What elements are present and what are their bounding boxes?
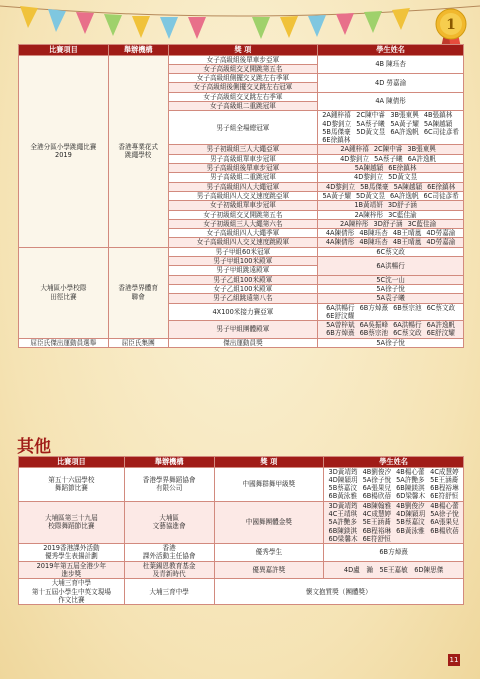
- bunting-decoration: [0, 0, 480, 40]
- table-row: [19, 467, 464, 501]
- header-students: 學生姓名: [324, 457, 464, 468]
- table-row: [19, 544, 464, 562]
- student-name: 3D黃靖筠: [328, 467, 358, 476]
- student-list: [320, 220, 461, 228]
- section-heading-other: 其他: [17, 437, 51, 457]
- student-name: 5B蔡嘉汶: [328, 484, 357, 493]
- students-cell: 5A袁子曦: [318, 294, 464, 303]
- student-name: 4D黎釗立: [322, 119, 352, 128]
- student-list: [320, 155, 461, 163]
- award-name: 女子高級組二重跳冠軍: [168, 101, 318, 110]
- student-list: [320, 238, 461, 246]
- student-name: 6B陳鎂淇: [396, 484, 425, 493]
- student-list: [320, 304, 461, 321]
- award-name: 女子初級組三人大繩第六名: [168, 219, 318, 228]
- student-list: [320, 321, 461, 338]
- table-row: [19, 501, 464, 543]
- student-name: 5D黃文昱: [355, 191, 386, 200]
- student-name: 6B程裕琳: [430, 484, 459, 493]
- students-cell: [318, 173, 464, 182]
- award-name: 男子甲組團體殿軍: [168, 321, 318, 339]
- students-cell: [318, 219, 464, 228]
- header-students: 學生姓名: [318, 45, 464, 56]
- award-name: 女子乙組100米殿軍: [168, 284, 318, 293]
- students-cell: [324, 467, 464, 501]
- table-row: [19, 247, 464, 256]
- award-name: 中國舞群舞甲級獎: [214, 467, 324, 501]
- student-name: 4C成慧婷: [430, 467, 459, 476]
- award-name: 男子乙組100米殿軍: [168, 275, 318, 284]
- student-list: [320, 192, 461, 200]
- student-name: 6B方焯熹: [359, 303, 389, 312]
- event-name: 大埔三育中學 第十五屆小學生中英文現場 作文比賽: [19, 579, 125, 605]
- student-name: 5E王涵蕎: [430, 475, 459, 484]
- student-name: 5B蔡嘉汶: [396, 518, 425, 527]
- header-event: 比賽項目: [19, 45, 109, 56]
- award-name: 懷文抱質獎（團體獎）: [214, 579, 463, 605]
- students-cell: [318, 191, 464, 200]
- student-name: 3C藍佳渝: [407, 219, 437, 228]
- students-cell: 4D 勞嘉渝: [318, 74, 464, 93]
- organizer-name: 香港學界舞蹈協會 有限公司: [124, 467, 214, 501]
- student-name: 6B蔡宗池: [359, 329, 389, 338]
- student-name: 4B陳珏杏: [359, 229, 388, 238]
- student-list: [320, 145, 461, 153]
- table-body-other: [19, 467, 464, 605]
- students-cell: 4A 陳倩彤: [318, 92, 464, 111]
- student-name: 6C司徒彥希: [423, 191, 459, 200]
- student-name: 6E符舒恒: [430, 492, 459, 501]
- award-name: 男子高級組二重跳冠軍: [168, 173, 318, 182]
- student-name: 4A陳倩彤: [325, 229, 355, 238]
- student-name: 6B陳鎂淇: [328, 526, 357, 535]
- award-name: 女子高級組側擺交叉跳左右季軍: [168, 74, 318, 83]
- students-cell: [324, 501, 464, 543]
- award-name: 傑出運動員獎: [168, 338, 318, 347]
- students-cell: [318, 303, 464, 321]
- student-name: 4D勞嘉渝: [426, 229, 456, 238]
- award-name: 中國舞團體金獎: [214, 501, 324, 543]
- student-name: 5A陳越穎: [354, 164, 384, 173]
- student-list: [320, 111, 461, 144]
- student-name: 5A許艷多: [396, 475, 425, 484]
- students-cell: 5A徐子悅: [318, 338, 464, 347]
- student-name: 5A曾梓斌: [326, 321, 355, 330]
- student-name: 6A許逸帆: [390, 127, 419, 136]
- student-name: 4D勞嘉渝: [426, 238, 456, 247]
- award-name: 男子乙組跳遠第八名: [168, 294, 318, 303]
- organizer-name: 大埔三育中學: [124, 579, 214, 605]
- student-name: 6A張果兒: [430, 518, 459, 527]
- table-row: [19, 579, 464, 605]
- student-name: 6D梁馨木: [396, 492, 426, 501]
- award-name: 女子高級組後單車步亞軍: [168, 55, 318, 64]
- student-name: 2C陳中睿: [373, 145, 403, 154]
- student-name: 3B張東興: [390, 111, 419, 120]
- student-name: 4D陳穎玥: [328, 475, 358, 484]
- student-name: 6E符舒恒: [362, 534, 391, 543]
- student-name: 4D黎釗立: [340, 154, 370, 163]
- students-cell: [318, 201, 464, 210]
- student-name: 6E徐鎮林: [427, 182, 456, 191]
- award-name: 男子甲組跳遠殿軍: [168, 266, 318, 275]
- students-cell: 6C蔡文政: [318, 247, 464, 256]
- award-name: 女子高級組四人交叉速度跳殿軍: [168, 238, 318, 247]
- award-name: 男子高級組四人大繩冠軍: [168, 182, 318, 191]
- header-award: 獎 項: [214, 457, 324, 468]
- header-award: 獎 項: [168, 45, 318, 56]
- student-name: 5A蔡子曦: [356, 119, 385, 128]
- student-name: 6A許逸帆: [390, 191, 419, 200]
- student-name: 6E徐鎮林: [388, 164, 417, 173]
- student-name: 3D舒子涵: [387, 201, 417, 210]
- student-name: 4B陳翰雅: [362, 501, 392, 510]
- students-cell: [318, 182, 464, 191]
- student-name: 4D黎釗立: [326, 182, 356, 191]
- student-name: 5A陳越穎: [423, 119, 453, 128]
- student-name: 6A洪暢行: [393, 321, 422, 330]
- student-name: 6C蔡文政: [393, 329, 422, 338]
- student-name: 6C司徒彥希: [423, 127, 460, 136]
- student-name: 2A陳梓彤: [354, 210, 384, 219]
- awards-table-sports: [18, 44, 464, 348]
- award-name: 男子甲組100米殿軍: [168, 257, 318, 266]
- header-org: 舉辦機構: [108, 45, 168, 56]
- student-name: 5A徐子悅: [362, 475, 392, 484]
- students-cell: [318, 164, 464, 173]
- student-name: 6B楊欣蓓: [362, 492, 392, 501]
- student-list: [320, 201, 461, 209]
- award-name: 女子高級組後側擺交叉跳左右冠軍: [168, 83, 318, 92]
- students-cell: [318, 321, 464, 339]
- student-name: 4C成慧婷: [362, 509, 392, 518]
- event-name: 第五十六屆學校 舞蹈節比賽: [19, 467, 125, 501]
- student-name: 4B楊心蕾: [430, 501, 459, 510]
- student-list: [320, 183, 461, 191]
- student-name: 6B方焯熹: [326, 329, 355, 338]
- student-name: 1B黃靖妍: [354, 201, 383, 210]
- table-row: [19, 561, 464, 579]
- student-list: [320, 211, 461, 219]
- award-name: 女子初級組單車步冠軍: [168, 201, 318, 210]
- student-name: 4B楊心蕾: [396, 467, 425, 476]
- organizer-name: 香港 課外活動主任協會: [124, 544, 214, 562]
- organizer-name: 香港專業花式 跳繩學校: [108, 55, 168, 247]
- event-name: 大埔區小學校際 田徑比賽: [19, 247, 109, 338]
- students-cell: 5A徐子悅: [318, 284, 464, 293]
- student-name: 4B王晴嵐: [392, 229, 422, 238]
- students-cell: [318, 229, 464, 238]
- student-name: 6C蔡文政: [426, 303, 456, 312]
- student-list: [326, 502, 461, 543]
- student-name: 5B馬傑豪: [360, 182, 389, 191]
- student-name: 5D黃文昱: [356, 127, 386, 136]
- event-name: 大埔區第三十九屆 校際舞蹈節比賽: [19, 501, 125, 543]
- student-name: 5A徐子悅: [430, 509, 459, 518]
- student-name: 4B陳珏杏: [359, 238, 388, 247]
- student-name: 2A鍾梓禧: [340, 145, 369, 154]
- students-cell: 4D盧 瀚 5E王嘉敏 6D陳思傑: [324, 561, 464, 579]
- students-cell: [318, 145, 464, 154]
- student-name: 3C藍佳渝: [388, 210, 417, 219]
- award-name: 男子高級組四人交叉速度跳亞軍: [168, 191, 318, 200]
- student-name: 5A蔡子曦: [374, 154, 403, 163]
- students-cell: [318, 238, 464, 247]
- award-name: 男子組全場總冠軍: [168, 111, 318, 145]
- student-name: 3D舒子涵: [373, 219, 403, 228]
- organizer-name: 大埔區 文藝協進會: [124, 501, 214, 543]
- awards-table-other: [18, 456, 464, 605]
- header-org: 舉辦機構: [124, 457, 214, 468]
- student-name: 6B黃泳雅: [396, 526, 425, 535]
- student-name: 4B劉俊汐: [396, 501, 425, 510]
- student-list: [320, 164, 461, 172]
- award-name: 男子高級組單車步冠軍: [168, 154, 318, 163]
- organizer-name: 屈臣氏集團: [108, 338, 168, 347]
- student-name: 6B黃泳雅: [328, 492, 357, 501]
- student-name: 5A陳越穎: [393, 182, 423, 191]
- students-cell: [318, 210, 464, 219]
- students-cell: 4B 陳珏杏: [318, 55, 464, 74]
- student-name: 4D陳穎玥: [396, 509, 426, 518]
- award-name: 女子高級組四人大繩季軍: [168, 229, 318, 238]
- organizer-name: 香港學界體育 聯會: [108, 247, 168, 338]
- svg-text:1: 1: [446, 17, 456, 33]
- student-name: 5D黃文昱: [388, 173, 418, 182]
- students-cell: 5C沈一山: [318, 275, 464, 284]
- student-name: 6B楊欣蓓: [430, 526, 459, 535]
- award-name: 女子初級組交叉開跳第五名: [168, 210, 318, 219]
- award-name: 優異嘉許獎: [214, 561, 324, 579]
- student-name: 6E舒汶耀: [426, 329, 455, 338]
- header-event: 比賽項目: [19, 457, 125, 468]
- student-name: 3D黃靖筠: [328, 501, 358, 510]
- student-list: [320, 173, 461, 181]
- table-row: [19, 55, 464, 64]
- table-body-sports: [19, 55, 464, 348]
- award-name: 女子高級組交叉開跳第五名: [168, 64, 318, 73]
- student-name: 6A許逸帆: [426, 321, 456, 330]
- student-name: 4B劉俊汐: [362, 467, 392, 476]
- award-name: 男子甲組60米冠軍: [168, 247, 318, 256]
- student-name: 4A陳倩彤: [325, 238, 355, 247]
- student-list: [320, 229, 461, 237]
- student-name: 4D黎釗立: [354, 173, 384, 182]
- students-cell: [318, 111, 464, 145]
- award-name: 男子高級組後單車步冠軍: [168, 164, 318, 173]
- student-name: 3B張東興: [407, 145, 436, 154]
- student-list: [326, 468, 461, 501]
- student-name: 6E徐鎮林: [322, 136, 351, 145]
- organizer-name: 杜葉錫恩教育基金 及青新時代: [124, 561, 214, 579]
- student-name: 2A鍾梓禧: [322, 111, 351, 120]
- student-name: 6E舒汶耀: [326, 311, 355, 320]
- student-name: 6A洪暢行: [326, 303, 355, 312]
- student-name: 5A黃子耀: [390, 119, 419, 128]
- student-name: 5A黃子耀: [322, 191, 351, 200]
- event-name: 2019香港課外活動 優秀學生表揚計劃: [19, 544, 125, 562]
- student-name: 6D梁馨木: [328, 534, 358, 543]
- event-name: 2019年第五屆全港少年 進步獎: [19, 561, 125, 579]
- student-name: 5B馬傑豪: [322, 127, 351, 136]
- table-row: [19, 338, 464, 347]
- event-name: 全港分區小學跳繩比賽 2019: [19, 55, 109, 247]
- student-name: 4B張鎮林: [423, 111, 453, 120]
- student-name: 5A許艷多: [328, 518, 357, 527]
- student-name: 6B程裕琳: [362, 526, 392, 535]
- student-name: 2C陳中睿: [356, 111, 385, 120]
- student-name: 2A陳梓彤: [340, 219, 369, 228]
- table-header-row: [19, 45, 464, 56]
- table-header-row: [19, 457, 464, 468]
- students-cell: 6A洪暢行: [318, 257, 464, 276]
- student-name: 5E王涵蕎: [362, 518, 391, 527]
- students-cell: 6B方焯熹: [324, 544, 464, 562]
- award-name: 優秀學生: [214, 544, 324, 562]
- student-name: 6A張果兒: [362, 484, 392, 493]
- page-number: 11: [449, 656, 459, 664]
- student-name: 4B王晴嵐: [392, 238, 422, 247]
- student-name: 4C王靖琪: [328, 509, 358, 518]
- student-name: 6B蔡宗池: [393, 303, 422, 312]
- event-name: 屈臣氏傑出運動員選舉: [19, 338, 109, 347]
- award-name: 女子高級組交叉跳左右季軍: [168, 92, 318, 101]
- student-name: 6A許逸帆: [407, 154, 437, 163]
- award-name: 男子初級組三人大繩亞軍: [168, 145, 318, 154]
- student-name: 6A吳振峰: [359, 321, 389, 330]
- students-cell: [318, 154, 464, 163]
- award-name: 4X100米接力賽亞軍: [168, 303, 318, 321]
